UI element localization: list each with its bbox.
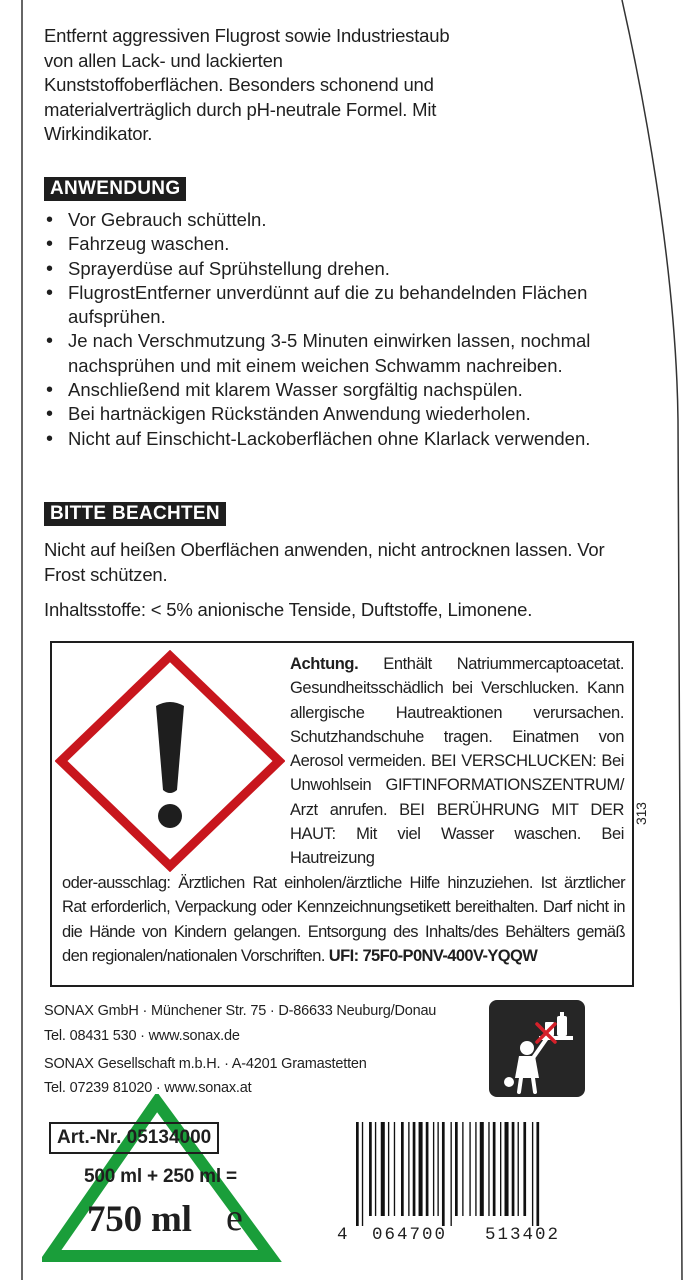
barcode-lead-digit: 4	[337, 1225, 348, 1245]
usage-step: • Nicht auf Einschicht-Lackoberflächen ohne Klarlack verwenden.	[44, 427, 604, 451]
barcode-bar	[518, 1122, 519, 1216]
usage-step: • Je nach Verschmutzung 3-5 Minuten einwirken lassen, nochmal nachsprühen und mit einem weichen Schwamm nachreiben.	[44, 329, 604, 378]
bitte-beachten-text: Nicht auf heißen Oberflächen anwenden, nicht antrocknen lassen. Vor Frost schützen.	[44, 539, 605, 585]
precautionary-statements: oder-ausschlag: Ärztlichen Rat einholen/ärztliche Hilfe hinzuziehen. Ist ärztlicher Rat erforderlich, Verpackung oder Kennzeichnungsetikett bereithalten. Darf nicht in die Hände von Kindern gelangen. Entsorgung des Inhalts/des Behälters gemäß den regionalen/nationalen Vorschriften.	[62, 874, 625, 965]
barcode-bar	[408, 1122, 409, 1216]
hazard-statements: Enthält Natriummercaptoacetat. Gesundheitsschädlich bei Verschlucken. Kann allergische Hautreaktionen verursachen. Schutzhandschuhe tragen. Einatmen von Aerosol vermeiden. BEI VERSCHLUCKEN: Bei Unwohlsein GIFTINFORMATIONSZENTRUM/ Arzt anrufen. BEI BERÜHRUNG MIT DER HAUT: Mit viel Wasser waschen. Bei Hautreizung	[290, 655, 624, 868]
barcode-bar	[500, 1122, 501, 1216]
volume-total: 750 ml	[87, 1199, 192, 1240]
manufacturer-contact-at: Tel. 07239 81020 · www.sonax.at	[44, 1080, 252, 1096]
usage-steps-list	[44, 208, 604, 451]
barcode-bar	[381, 1122, 385, 1216]
barcode-bar	[451, 1122, 452, 1226]
barcode-bar	[375, 1122, 376, 1216]
ingredients-text: Inhaltsstoffe: < 5% anionische Tenside, Duftstoffe, Limonene.	[44, 599, 533, 620]
barcode-bar	[536, 1122, 539, 1226]
barcode-bar	[488, 1122, 489, 1216]
barcode-bar	[426, 1122, 429, 1216]
barcode-bar	[419, 1122, 423, 1216]
side-code: 313	[633, 802, 649, 825]
barcode-bar	[437, 1122, 438, 1216]
barcode-bar	[394, 1122, 395, 1216]
manufacturer-address-at: SONAX Gesellschaft m.b.H. · A-4201 Gramastetten	[44, 1056, 367, 1072]
ean-barcode	[356, 1122, 586, 1226]
barcode-bar	[401, 1122, 404, 1216]
barcode-bar	[433, 1122, 434, 1216]
hazard-text-right	[290, 652, 624, 871]
usage-step: • Fahrzeug waschen.	[44, 232, 604, 256]
barcode-bar	[475, 1122, 476, 1216]
barcode-bar	[493, 1122, 496, 1216]
keep-away-from-children-icon	[489, 1000, 585, 1097]
barcode-left-digits: 064700	[372, 1225, 448, 1245]
barcode-bar	[362, 1122, 363, 1226]
barcode-bar	[523, 1122, 526, 1216]
barcode-right-digits: 513402	[485, 1225, 561, 1245]
manufacturer-address-de: SONAX GmbH · Münchener Str. 75 · D-86633 Neuburg/Donau	[44, 1003, 437, 1019]
anwendung-heading: ANWENDUNG	[44, 177, 186, 201]
barcode-bar	[356, 1122, 359, 1226]
barcode-bar	[369, 1122, 372, 1216]
product-description: Entfernt aggressiven Flugrost sowie Industriestaub von allen Lack- und lackierten Kunststoffoberflächen. Besonders schonend und materialverträglich durch pH-neutrale Formel. Mit Wirkindikator.	[44, 25, 450, 144]
barcode-bar	[480, 1122, 484, 1216]
usage-step: • Anschließend mit klarem Wasser sorgfältig nachspülen.	[44, 378, 604, 402]
usage-step: • Bei hartnäckigen Rückständen Anwendung wiederholen.	[44, 402, 604, 426]
volume-breakdown: 500 ml + 250 ml =	[84, 1166, 237, 1187]
barcode-bar	[469, 1122, 470, 1216]
usage-step: • Vor Gebrauch schütteln.	[44, 208, 604, 232]
ufi-code: UFI: 75F0-P0NV-400V-YQQW	[328, 946, 538, 965]
barcode-bar	[532, 1122, 533, 1226]
usage-step: • Sprayerdüse auf Sprühstellung drehen.	[44, 257, 604, 281]
barcode-bar	[388, 1122, 389, 1216]
barcode-bar	[462, 1122, 463, 1216]
ghs-hazard-pictogram	[55, 650, 285, 872]
barcode-bar	[455, 1122, 458, 1216]
manufacturer-contact-de: Tel. 08431 530 · www.sonax.de	[44, 1028, 240, 1044]
barcode-bar	[442, 1122, 445, 1226]
signal-word: Achtung.	[290, 655, 359, 673]
hazard-text-full	[62, 871, 625, 968]
usage-step: • FlugrostEntferner unverdünnt auf die zu behandelnden Flächen aufsprühen.	[44, 281, 604, 330]
bitte-beachten-heading: BITTE BEACHTEN	[44, 502, 226, 526]
barcode-bar	[505, 1122, 509, 1216]
barcode-bar	[413, 1122, 416, 1216]
article-number: Art.-Nr. 05134000	[49, 1122, 219, 1154]
barcode-bar	[512, 1122, 515, 1216]
estimated-sign: e	[226, 1197, 243, 1239]
